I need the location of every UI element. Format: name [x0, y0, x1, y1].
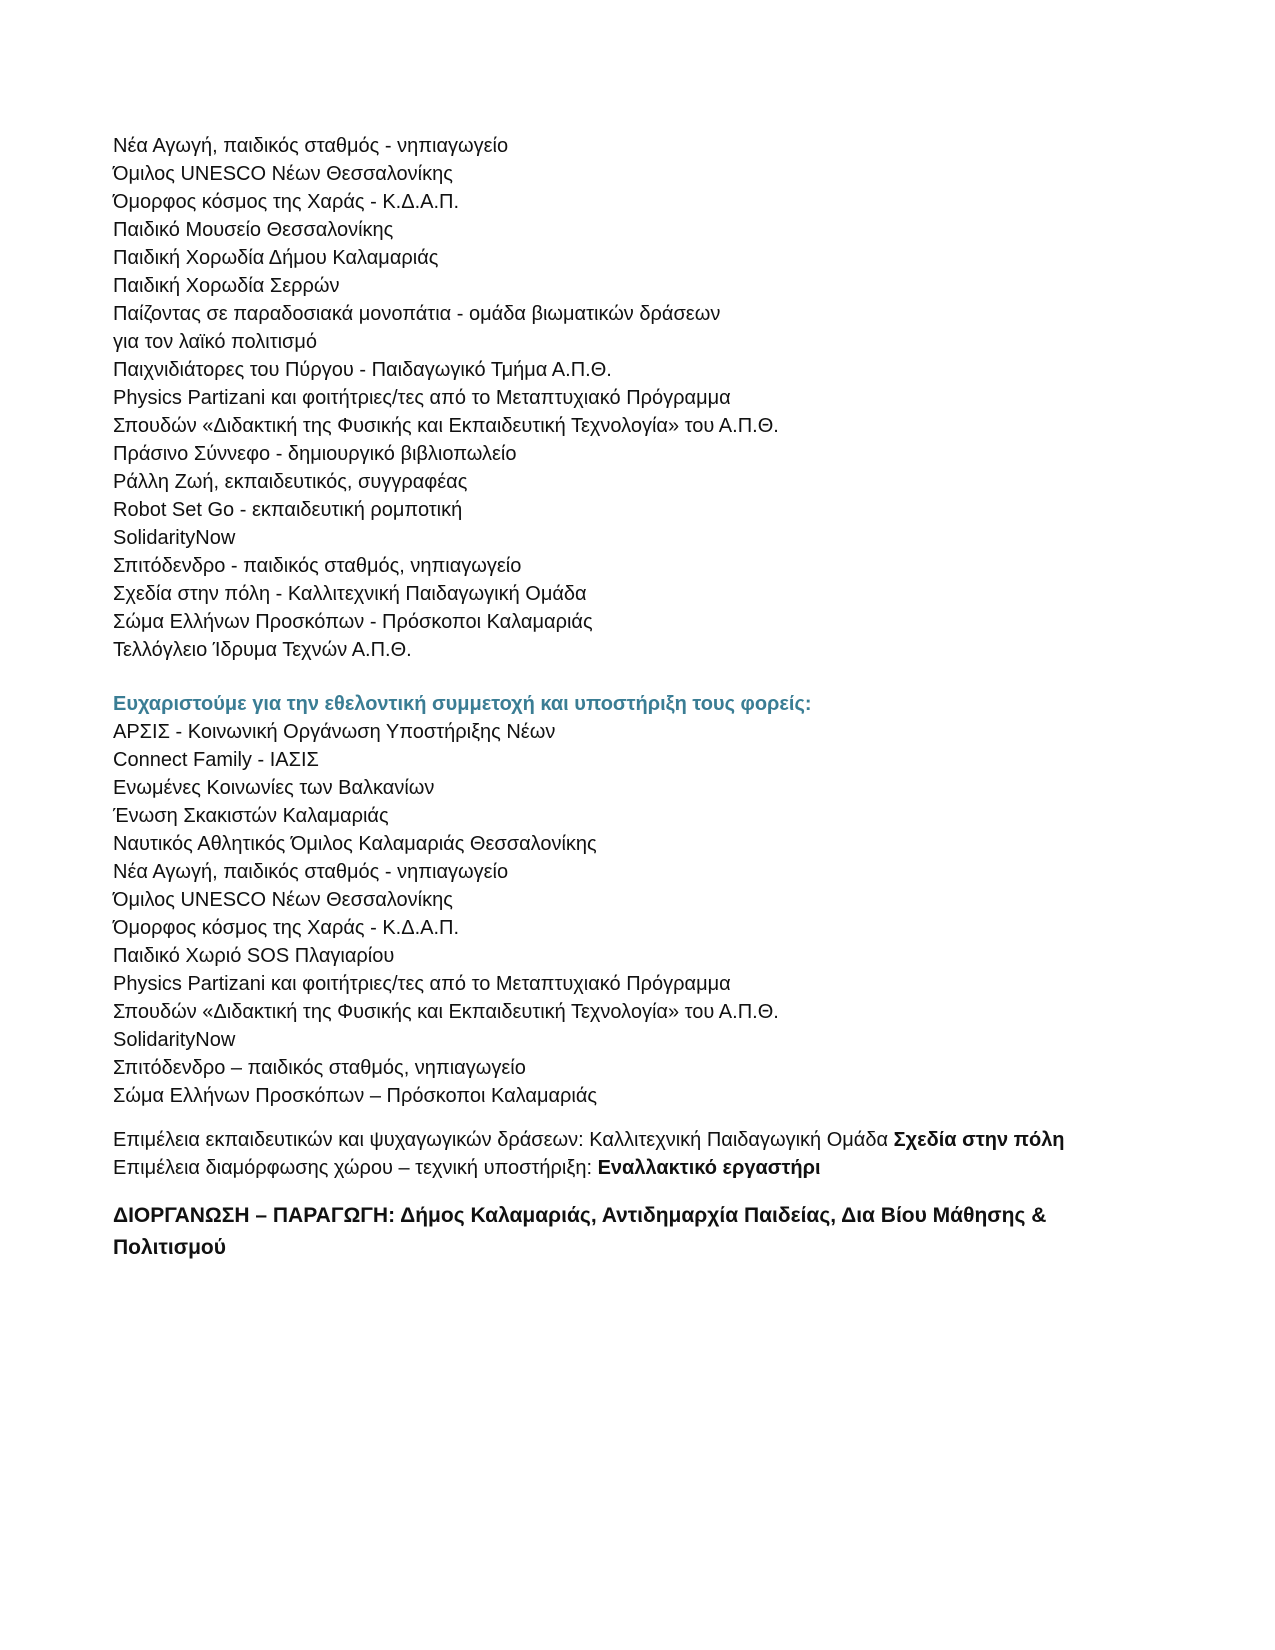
list-item: Παιχνιδιάτορες του Πύργου - Παιδαγωγικό Τμήμα Α.Π.Θ. [113, 359, 612, 381]
list-item: Παιδική Χορωδία Σερρών [113, 275, 340, 297]
list-item: Ενωμένες Κοινωνίες των Βαλκανίων [113, 777, 435, 799]
activities-credit [113, 1126, 1193, 1154]
list-item: Παιδική Χορωδία Δήμου Καλαμαριάς [113, 247, 439, 269]
list-item: Όμιλος UNESCO Νέων Θεσσαλονίκης [113, 889, 453, 911]
list-item: ΑΡΣΙΣ - Κοινωνική Οργάνωση Υποστήριξης Νέων [113, 721, 556, 743]
list-item: Physics Partizani και φοιτήτριες/τες από το Μεταπτυχιακό Πρόγραμμα [113, 973, 731, 995]
activities-credit-value: Σχεδία στην πόλη [893, 1129, 1065, 1151]
list-item: Πράσινο Σύννεφο - δημιουργικό βιβλιοπωλείο [113, 443, 517, 465]
list-item: SolidarityNow [113, 527, 236, 549]
list-item: Connect Family - ΙΑΣΙΣ [113, 749, 319, 771]
list-item: Σπουδών «Διδακτική της Φυσικής και Εκπαιδευτική Τεχνολογία» του Α.Π.Θ. [113, 1001, 779, 1023]
list-item: SolidarityNow [113, 1029, 236, 1051]
list-item: Physics Partizani και φοιτήτριες/τες από το Μεταπτυχιακό Πρόγραμμα [113, 387, 731, 409]
space-credit-label: Επιμέλεια διαμόρφωσης χώρου – τεχνική υποστήριξη: [113, 1157, 598, 1179]
list-item: Σώμα Ελλήνων Προσκόπων – Πρόσκοποι Καλαμαριάς [113, 1085, 598, 1107]
list-item: Σπουδών «Διδακτική της Φυσικής και Εκπαιδευτική Τεχνολογία» του Α.Π.Θ. [113, 415, 779, 437]
list-item: Νέα Αγωγή, παιδικός σταθμός - νηπιαγωγείο [113, 135, 509, 157]
list-item: Όμορφος κόσμος της Χαράς - Κ.Δ.Α.Π. [113, 191, 460, 213]
list-item: Νέα Αγωγή, παιδικός σταθμός - νηπιαγωγείο [113, 861, 509, 883]
list-item: Σπιτόδενδρο – παιδικός σταθμός, νηπιαγωγείο [113, 1057, 526, 1079]
organizer-statement: ΔΙΟΡΓΑΝΩΣΗ – ΠΑΡΑΓΩΓΗ: Δήμος Καλαμαριάς, Αντιδημαρχία Παιδείας, Δια Βίου Μάθησης & Πολιτισμού [113, 1204, 1047, 1259]
list-item: Ένωση Σκακιστών Καλαμαριάς [113, 805, 389, 827]
list-item: Όμιλος UNESCO Νέων Θεσσαλονίκης [113, 163, 453, 185]
list-item: για τον λαϊκό πολιτισμό [113, 331, 318, 353]
list-item: Σχεδία στην πόλη - Καλλιτεχνική Παιδαγωγική Ομάδα [113, 583, 587, 605]
list-item: Όμορφος κόσμος της Χαράς - Κ.Δ.Α.Π. [113, 917, 460, 939]
list-item: Ναυτικός Αθλητικός Όμιλος Καλαμαριάς Θεσσαλονίκης [113, 833, 597, 855]
space-credit [113, 1154, 1193, 1182]
list-item: Σώμα Ελλήνων Προσκόπων - Πρόσκοποι Καλαμαριάς [113, 611, 593, 633]
list-item: Παιδικό Μουσείο Θεσσαλονίκης [113, 219, 394, 241]
list-item: Ράλλη Ζωή, εκπαιδευτικός, συγγραφέας [113, 471, 468, 493]
volunteers-list [113, 718, 1193, 1110]
list-item: Robot Set Go - εκπαιδευτική ρομποτική [113, 499, 463, 521]
volunteers-heading: Ευχαριστούμε για την εθελοντική συμμετοχή και υποστήριξη τους φορείς: [113, 693, 812, 715]
list-item: Παιδικό Χωριό SOS Πλαγιαρίου [113, 945, 395, 967]
space-credit-value: Εναλλακτικό εργαστήρι [597, 1157, 821, 1179]
participants-list [113, 132, 1193, 664]
list-item: Σπιτόδενδρο - παιδικός σταθμός, νηπιαγωγείο [113, 555, 522, 577]
activities-credit-label: Επιμέλεια εκπαιδευτικών και ψυχαγωγικών δράσεων: Καλλιτεχνική Παιδαγωγική Ομάδα [113, 1129, 894, 1151]
list-item: Παίζοντας σε παραδοσιακά μονοπάτια - ομάδα βιωματικών δράσεων [113, 303, 721, 325]
list-item: Τελλόγλειο Ίδρυμα Τεχνών Α.Π.Θ. [113, 639, 412, 661]
document-page [113, 132, 1193, 1264]
